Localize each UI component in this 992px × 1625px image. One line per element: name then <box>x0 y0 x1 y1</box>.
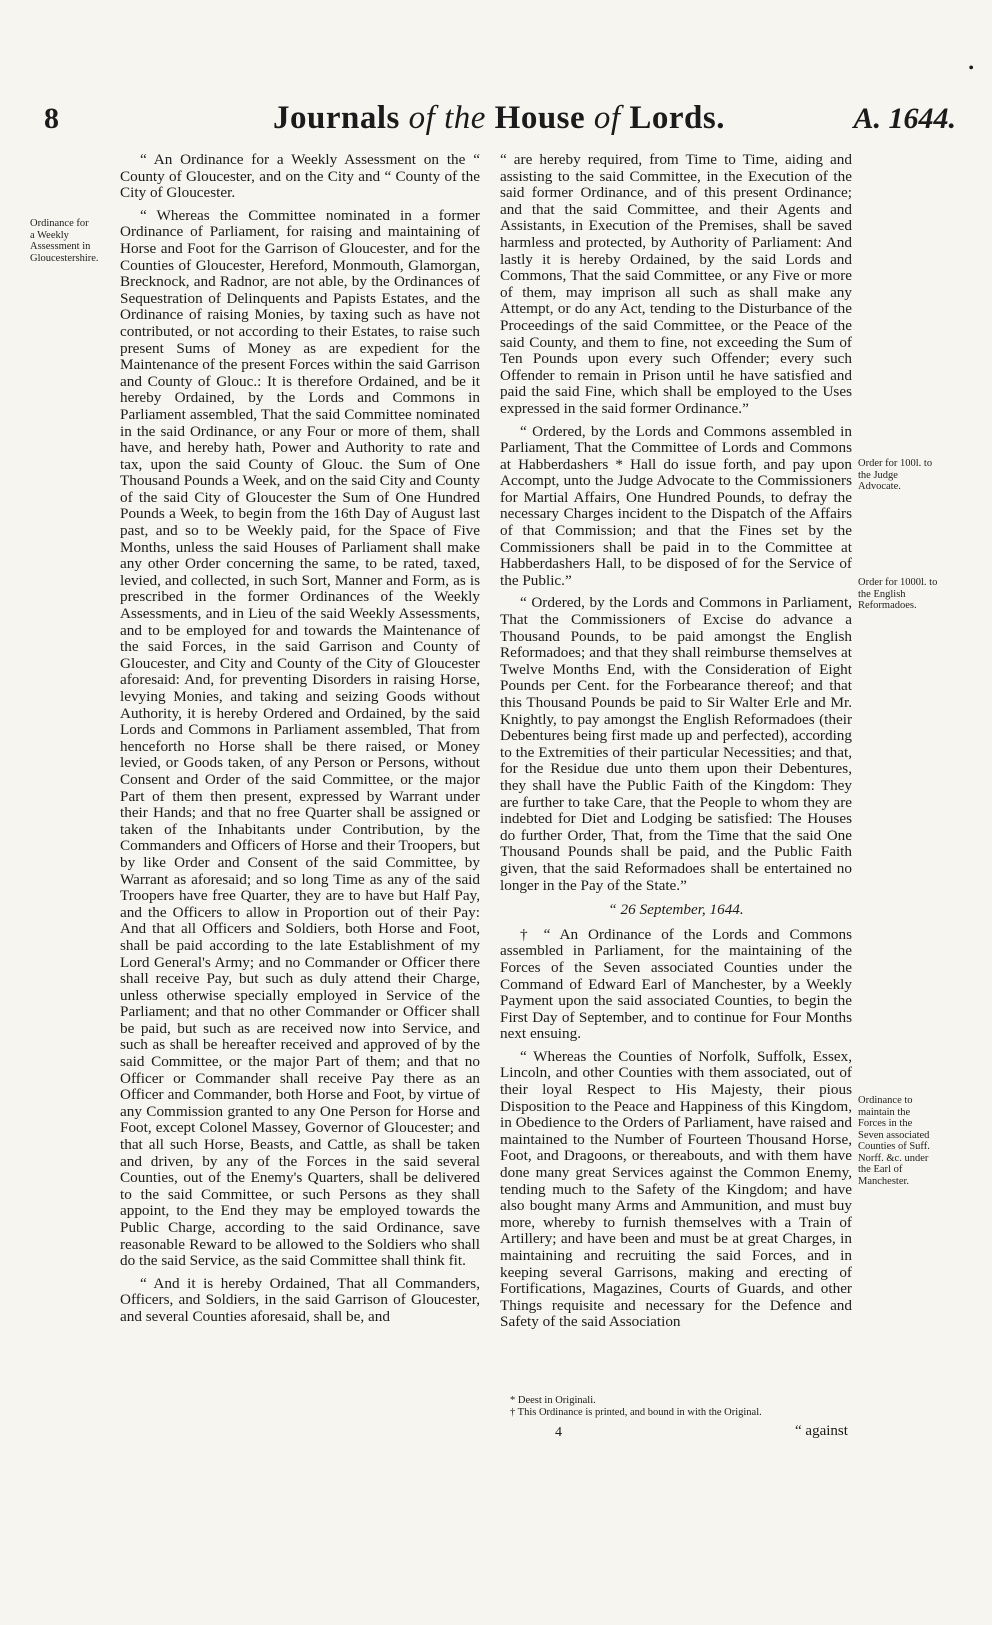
signature-mark: 4 <box>555 1425 562 1440</box>
entry-date: “ 26 September, 1644. <box>608 901 744 919</box>
page-year: A. 1644. <box>853 102 956 135</box>
ordinance-conclusion: “ are hereby required, from Time to Time, aiding and assisting to the said Committee, in the Execution of the said former Ordinance, and of this present Ordinance; and that the said Committee, and their Agents and Assistants, in Execution of the Premises, shall be saved harmless and protected, by Authority of Parliament: And lastly it is hereby Ordained, by the said Lords and Commons, That the said Committee, or any Five or more of them, may imprison all such as shall make any Attempt, or do any Act, tending to the Disturbance of the Proceedings of the said Committee, or the Peace of the said County, and them to fine, not exceeding the Sum of Ten Pounds upon every such Offender; every such Offender to remain in Prison until he have satisfied and paid the said Fine, which shall be employed to the Uses expressed in the said former Ordinance.” <box>500 152 852 417</box>
ordinance-body-gloucester: “ Whereas the Committee nominated in a former Ordinance of Parliament, for raising and maintaining of Horse and Foot for the Garrison of Gloucester, and for the Counties of Gloucester, Hereford, Monmouth, Glamorgan, Brecknock, and Radnor, are not able, by the Ordinances of Sequestration of Delinquents and Papists Estates, and the Ordinance of raising Monies, by taxing such as have not contributed, or not according to their Estates, to raise such present Sums of Money as are expedient for the Maintenance of the present Forces within the said Garrison and County of Glouc.: It is therefore Ordained, and be it hereby Ordained, by the Lords and Commons in Parliament assembled, That the said Committee nominated in the said Ordinance, or any Four or more of them, shall have, and hereby hath, Power and Authority to rate and tax, upon the said County of Glouc. the Sum of One Thousand Pounds a Week, and on the said City and County of the said City of Gloucester the Sum of One Hundred Pounds a Week, to begin from the 16th Day of August last past, and so to be Weekly paid, for the Space of Five Months, unless the said Houses of Parliament shall make any other Order concerning the same, to be rated, taxed, levied, and collected, in such Sort, Manner and Form, as is prescribed in the former Ordinances of the Weekly Assessments, and in Lieu of the said Weekly Assessments, and to be employed for and towards the Maintenance of the said Forces, in the said Garrison and County of Gloucester, and City and County of the City of Gloucester aforesaid: And, for preventing Disorders in raising Horse, levying Monies, and taking and seizing Goods without Authority, it is hereby Ordered and Ordained, by the said Lords and Commons in Parliament assembled, That from henceforth no Horse shall be there raised, or Money levied, or Goods taken, of any Person or Persons, without Consent and Order of the said Committee, or the major Part of them then present, expressed by Warrant under their Hands; and that no free Quarter shall be assigned or taken of the Inhabitants under Contribution, by the Commanders and Officers of Horse and their Troopers, but by like Order and Consent of the said Committee, by Warrant as aforesaid; and so long Time as any of the said Troopers have free Quarter, they are to have but Half Pay, and the Officers to allow in Proportion out of their Pay: And that all Officers and Soldiers, both Horse and Foot, shall be paid according to the late Establishment of my Lord General's Army; and no Commander or Officer there shall receive Pay, but such as duly attend their Charge, unless otherwise specially employed in Service of the Parliament; and that no other Commander or Officer shall be paid, but such as are received now into Service, and such as shall be hereafter received and approved of by the said Committee, or the major Part of them; and that no Officer or Commander shall receive Pay there as an Officer and Commander, both Horse and Foot, by virtue of any Commission granted to any One Person for Horse and Foot, except Colonel Massey, Governor of Gloucester; and that all such Horse, Beasts, and Cattle, as shall be taken and driven, by any of the Forces in the said several Counties, out of the Enemy's Quarters, shall be delivered to the said Committee, or such Persons as they shall appoint, to the End they may be employed towards the Public Charge, according to the said Ordinance, save reasonable Reward to be allowed to the Soldiers who shall do the said Service, as the said Committee shall think fit. <box>120 206 480 1270</box>
catchword: “ against <box>795 1423 848 1439</box>
ordinance-title-gloucester: “ An Ordinance for a Weekly Assessment on the “ County of Gloucester, and on the City and “ County of the City of Gloucester. <box>120 152 480 202</box>
ordinance-continuation: “ And it is hereby Ordained, That all Commanders, Officers, and Soldiers, in the said Garrison of Gloucester, and several Counties aforesaid, shall be, and <box>120 1274 480 1325</box>
title-the: the <box>435 100 495 136</box>
right-column <box>500 152 852 1412</box>
margin-note-manchester: Ordinance to maintain the Forces in the Seven associated Counties of Suff. Norff. &c. under the Earl of Manchester. <box>858 1095 930 1187</box>
order-judge-advocate: “ Ordered, by the Lords and Commons assembled in Parliament, That the Committee of Lords and Commons at Habberdashers * Hall do issue forth, and pay upon Accompt, unto the Judge Advocate to the Commissioners for Martial Affairs, One Hundred Pounds, to defray the necessary Charges incident to the Dispatch of the Affairs of that Commission; and that the Fines set by the Commissioners shall be paid in to the Committee at Habberdashers Hall, to be disposed of for the Service of the Public.” <box>500 422 852 589</box>
margin-note-judge-advocate: Order for 100l. to the Judge Advocate. <box>858 458 933 492</box>
footnotes <box>510 1395 870 1419</box>
title-house: House <box>494 100 586 136</box>
title-lords: Lords. <box>620 100 725 136</box>
page-header <box>38 100 960 140</box>
margin-note-reformadoes: Order for 1000l. to the English Reformadoes. <box>858 577 938 611</box>
title-journals: Journals <box>273 100 409 136</box>
running-title <box>38 100 960 137</box>
margin-note-gloucester: Ordinance for a Weekly Assessment in Gloucestershire. <box>30 218 99 264</box>
page-number: 8 <box>44 102 59 135</box>
ordinance-title-associated-counties: † “ An Ordinance of the Lords and Commons assembled in Parliament, for the maintaining of the Forces of the Seven associated Counties under the Command of Edward Earl of Manchester, by a Weekly Payment upon the said associated Counties, to begin the First Day of September, and to continue for Four Months next ensuing. <box>500 925 852 1043</box>
footnote-deest: * Deest in Originali. <box>510 1395 596 1406</box>
corner-mark: • <box>968 60 974 77</box>
title-of-1: of <box>408 100 436 136</box>
footnote-printed: † This Ordinance is printed, and bound in with the Original. <box>510 1407 762 1418</box>
order-reformadoes: “ Ordered, by the Lords and Commons in Parliament, That the Commissioners of Excise do advance a Thousand Pounds, to be paid amongst the English Reformadoes; and that they shall reimburse themselves at Twelve Months End, with the Consideration of Eight Pounds per Cent. for the Forbearance thereof; and that this Thousand Pounds be paid to Sir Walter Erle and Mr. Knightly, to pay amongst the English Reformadoes (their Debentures being first made up and perfected), according to the Extremities of their particular Necessities; and that, for the Residue due unto them upon their Debentures, they shall have the Public Faith of the Kingdom: They are further to take Care, that the People to whom they are indebted for Diet and Lodging be satisfied: The Houses do further Order, That, from the Time that the said One Thousand Pounds shall be paid, and the Public Faith given, that the said Reformadoes shall be entertained no longer in the Pay of the State.” <box>500 594 852 894</box>
title-of-2: of <box>585 100 621 136</box>
ordinance-body-associated-counties: “ Whereas the Counties of Norfolk, Suffolk, Essex, Lincoln, and other Counties with them associated, out of their loyal Respect to His Majesty, their pious Disposition to the Peace and Happiness of this Kingdom, in Obedience to the Orders of Parliament, have raised and maintained to the Number of Fourteen Thousand Horse, Foot, and Dragoons, or thereabouts, and with them have done many great Services against the Common Enemy, tending much to the Safety of the Kingdom; and have also bought many Arms and Ammunition, and must buy more, whereby to furnish themselves with a Train of Artillery; and have been and must be at great Charges, in maintaining and recruiting the said Forces, and in keeping several Garrisons, making and erecting of Fortifications, Magazines, Courts of Guards, and other Things requisite and necessary for the Defence and Safety of the said Association <box>500 1047 852 1331</box>
left-column <box>120 152 480 1397</box>
